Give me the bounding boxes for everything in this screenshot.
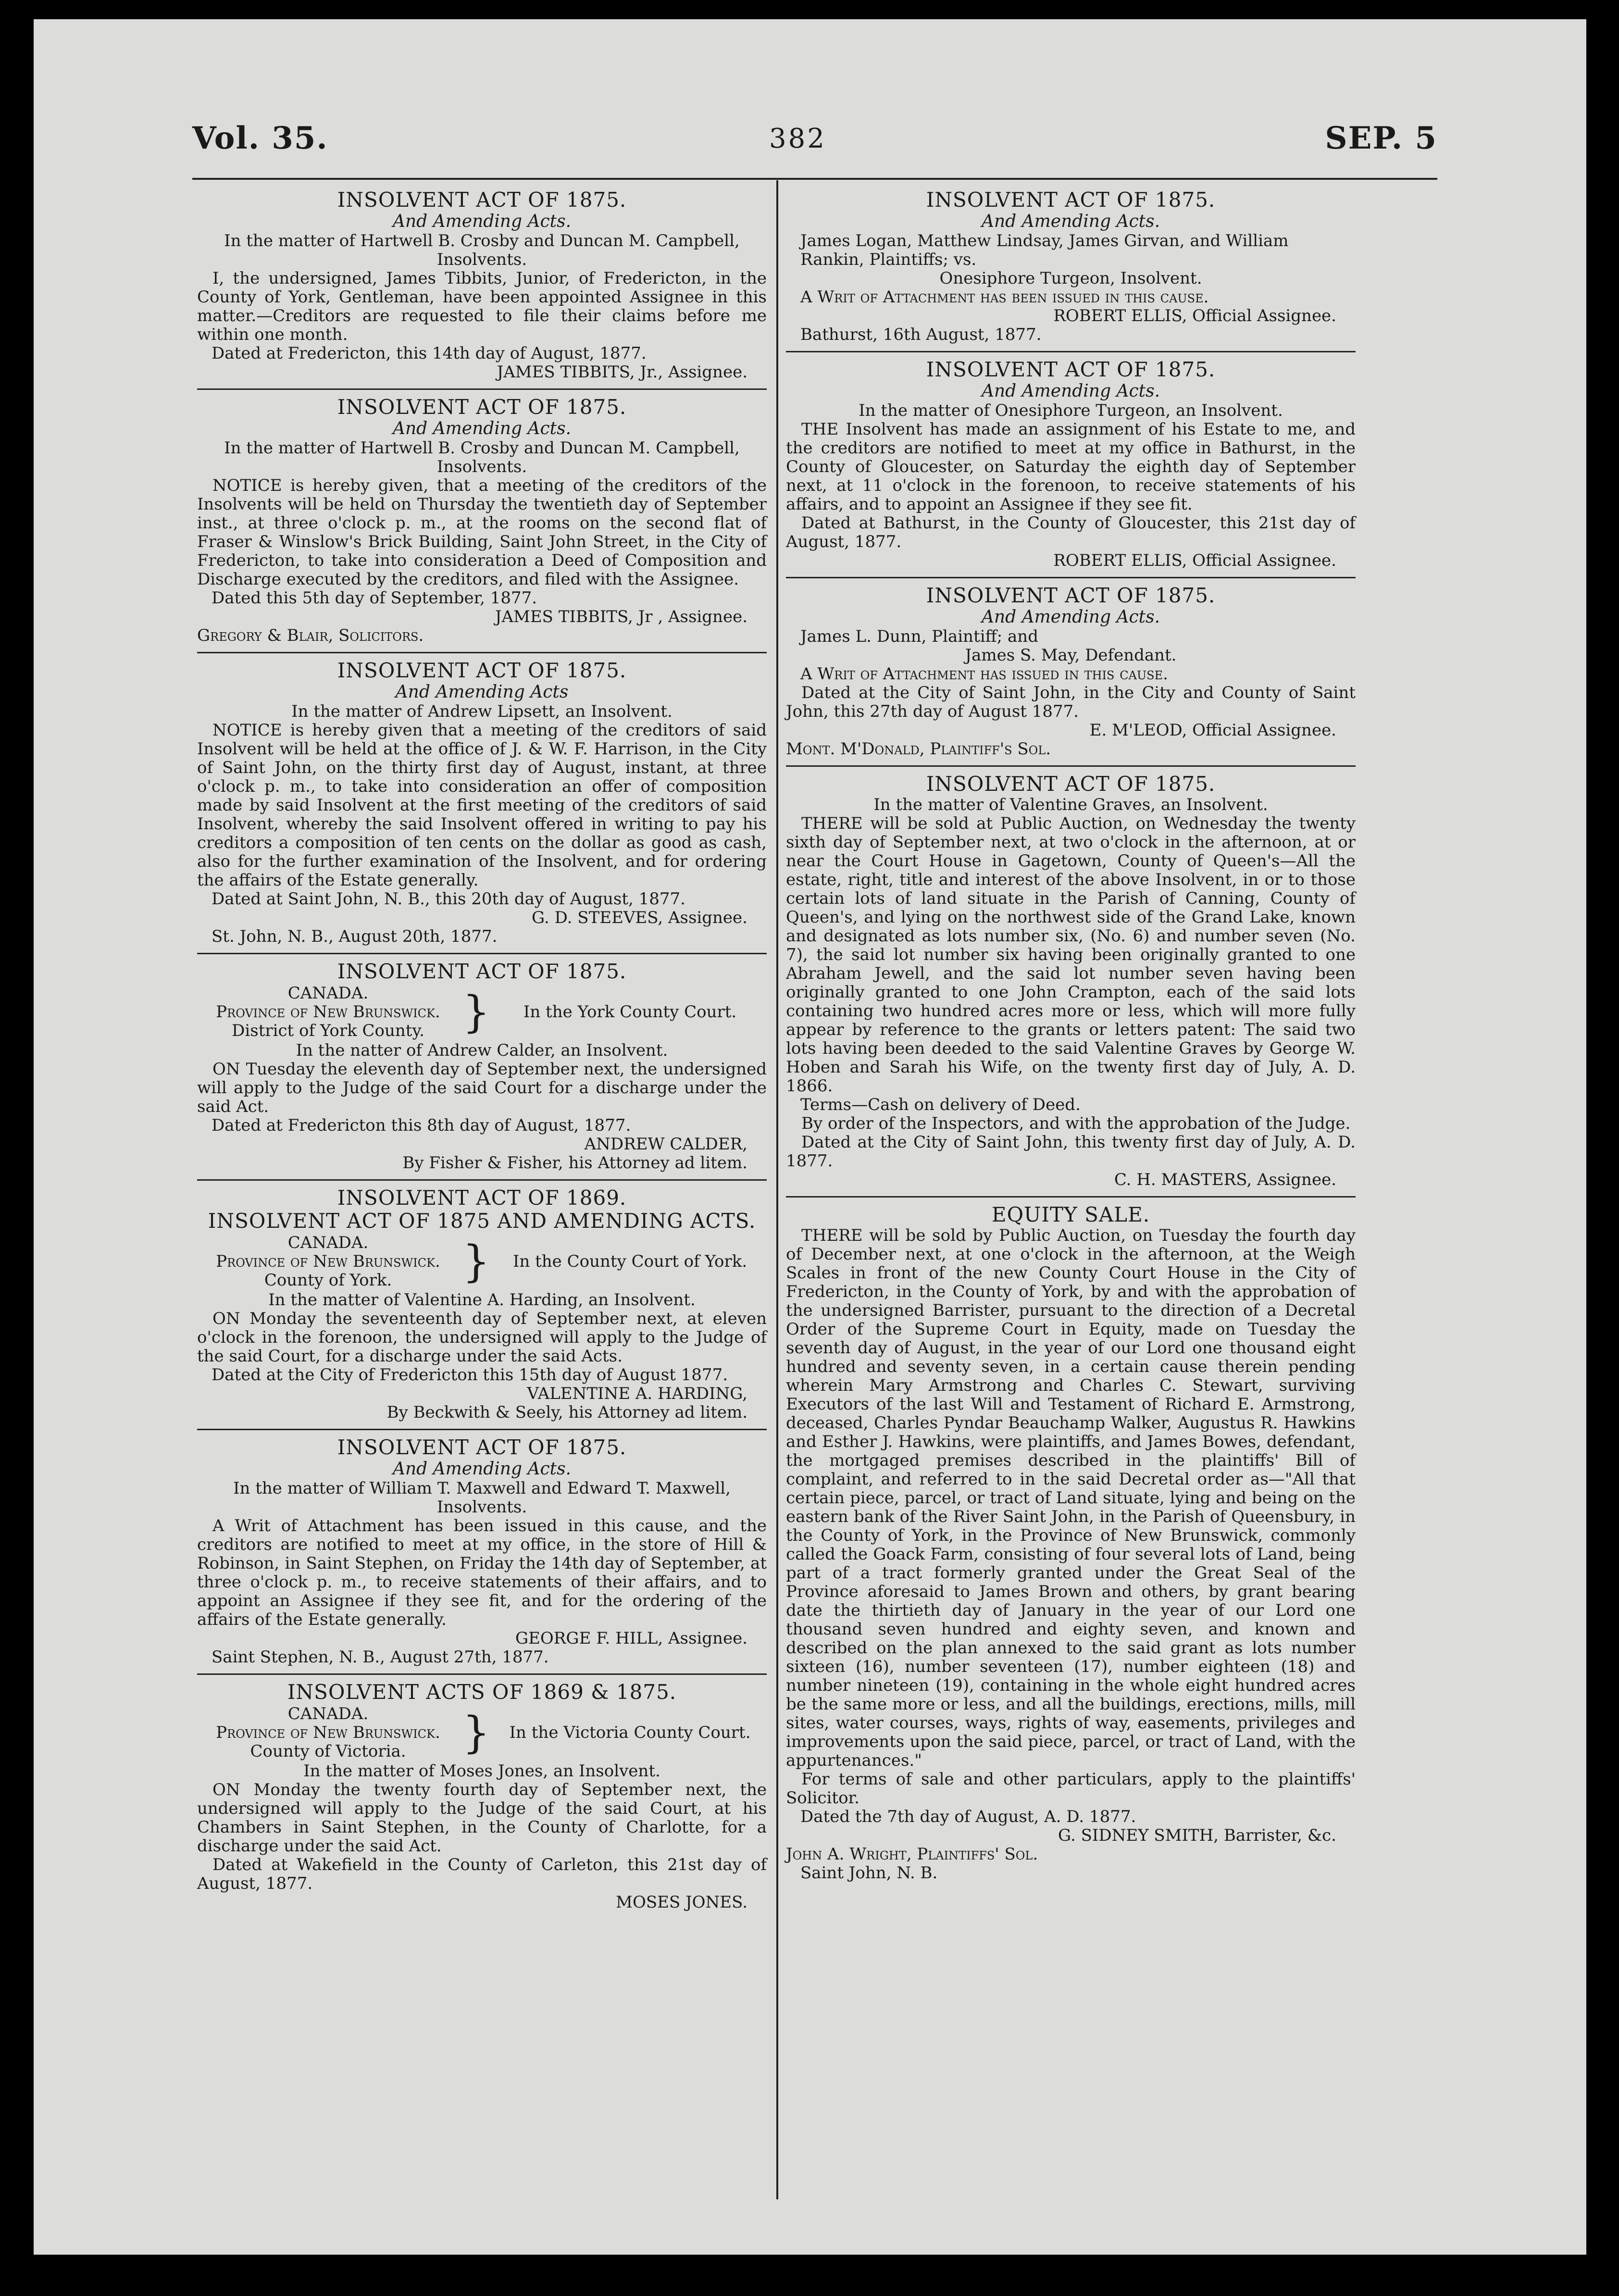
- court-caption: [197, 984, 767, 1040]
- court-caption: [197, 1234, 767, 1290]
- notice-title: INSOLVENT ACT OF 1875.: [337, 659, 627, 682]
- notice-place: Saint John, N. B.: [800, 1863, 938, 1883]
- notice-subtitle: And Amending Acts.: [392, 212, 572, 231]
- notice-dated: Dated at Saint John, N. B., this 20th day of August, 1877.: [212, 889, 685, 909]
- notice-matter: In the matter of Hartwell B. Crosby and Duncan M. Campbell, Insolvents.: [224, 438, 740, 476]
- notice-body: THERE will be sold at Public Auction, on Wednesday the twenty sixth day of September next, at two o'clock in the afternoon, at or near the Court House in Gagetown, County of Queen's—All the estate, right, title and interest of the above Insolvent, in or to those certain lots of land situate in the Parish of Canning, County of Queen's, and lying on the northwest side of the Grand Lake, known and designated as lots number six, (No. 6) and number seven (No. 7), the said lot number six having been originally granted to one Abraham Jewell, and the said lot number seven having been originally granted to one John Crampton, each of the said lots containing two hundred acres more or less, which will more fully appear by reference to the grants or letters patent: The said two lots having been deeded to the said Valentine Graves by George W. Hoben and Sarah his Wife, on the twenty first day of July, A. D. 1866.: [786, 814, 1356, 1096]
- page-header: [192, 120, 1437, 173]
- notice-dated: Dated at Fredericton this 8th day of August, 1877.: [212, 1116, 631, 1135]
- caption-district: District of York County.: [232, 1021, 424, 1040]
- notice-terms: For terms of sale and other particulars, apply to the plaintiffs' Solicitor.: [786, 1770, 1356, 1808]
- notice-signature: VALENTINE A. HARDING,: [527, 1384, 747, 1403]
- caption-court: In the York County Court.: [523, 1002, 737, 1022]
- brace-icon: }: [462, 986, 490, 1037]
- notice-title: INSOLVENT ACT OF 1875.: [926, 358, 1216, 381]
- notice-graves: [786, 773, 1356, 1198]
- right-column: [786, 188, 1356, 1895]
- notice-title: INSOLVENT ACT OF 1869.: [337, 1186, 627, 1210]
- notice-place-date: Bathurst, 16th August, 1877.: [800, 325, 1042, 344]
- notice-terms: Terms—Cash on delivery of Deed.: [800, 1095, 1081, 1114]
- left-column: [197, 188, 767, 1924]
- header-rule: [192, 178, 1437, 180]
- caption-canada: CANADA.: [287, 984, 369, 1003]
- notice-dated: Dated at the City of Saint John, this twenty first day of July, A. D. 1877.: [786, 1133, 1356, 1171]
- notice-place-date: St. John, N. B., August 20th, 1877.: [212, 927, 498, 946]
- notice-signature: ANDREW CALDER,: [584, 1135, 747, 1154]
- notice-subtitle: And Amending Acts.: [981, 381, 1160, 401]
- notice-body: ON Monday the seventeenth day of September next, at eleven o'clock in the forenoon, the undersigned will apply to the Judge of the said Court, for a discharge under the said Acts.: [197, 1309, 767, 1366]
- brace-icon: }: [462, 1707, 490, 1758]
- notice-signature: G. D. STEEVES, Assignee.: [532, 908, 747, 927]
- column-divider: [776, 180, 778, 2199]
- notice-title: INSOLVENT ACT OF 1875.: [926, 188, 1216, 212]
- notice-matter: In the matter of Andrew Lipsett, an Insolvent.: [291, 702, 673, 721]
- notice-body: ON Monday the twenty fourth day of September next, the undersigned will apply to the Judge of the said Court, at his Chambers in Saint Stephen, in the County of Charlotte, for a discharge under the said Act.: [197, 1780, 767, 1856]
- notice-signature: ROBERT ELLIS, Official Assignee.: [1053, 551, 1336, 570]
- notice-crosby-assignee: [197, 188, 767, 390]
- notice-signature: MOSES JONES.: [616, 1893, 747, 1912]
- notice-matter: In the natter of Andrew Calder, an Insolvent.: [296, 1041, 668, 1060]
- notice-body: A Writ of Attachment has issued in this cause.: [800, 664, 1168, 684]
- caption-court: In the County Court of York.: [512, 1252, 747, 1271]
- notice-matter: In the matter of Hartwell B. Crosby and Duncan M. Campbell, Insolvents.: [224, 231, 740, 269]
- notice-harding: [197, 1186, 767, 1430]
- notice-title: INSOLVENT ACT OF 1875.: [926, 584, 1216, 607]
- page-number: 382: [769, 123, 826, 154]
- notice-signature: G. SIDNEY SMITH, Barrister, &c.: [1058, 1826, 1336, 1845]
- notice-defendant: Onesiphore Turgeon, Insolvent.: [939, 269, 1202, 288]
- notice-dated: Dated the 7th day of August, A. D. 1877.: [800, 1807, 1136, 1826]
- notice-defendant: James S. May, Defendant.: [965, 646, 1177, 665]
- notice-body: THE Insolvent has made an assignment of his Estate to me, and the creditors are notified to meet at my office in Bathurst, in the County of Gloucester, on Saturday the eighth day of September next, at 11 o'clock in the forenoon, to receive statements of his affairs, and to appoint an Assignee if they see fit.: [786, 420, 1356, 514]
- notice-maxwell: [197, 1436, 767, 1675]
- notice-dated: Dated at the City of Saint John, in the City and County of Saint John, this 27th day of August 1877.: [786, 683, 1356, 721]
- notice-dated: Dated at Bathurst, in the County of Gloucester, this 21st day of August, 1877.: [786, 513, 1356, 551]
- notice-equity-sale: [786, 1203, 1356, 1889]
- notice-title: INSOLVENT ACT OF 1875.: [926, 772, 1216, 796]
- notice-body: NOTICE is hereby given that a meeting of the creditors of said Insolvent will be held at the office of J. & W. F. Harrison, in the City of Saint John, on the thirty first day of August, instant, at three o'clock p. m., to take into consideration an offer of composition made by said Insolvent at the first meeting of the creditors of said Insolvent, whereby the said Insolvent offered in writing to pay his creditors a composition of ten cents on the dollar as good as cash, also for the further examination of the Insolvent, and for ordering the affairs of the Estate generally.: [197, 721, 767, 890]
- notice-dated: Dated this 5th day of September, 1877.: [212, 588, 537, 608]
- notice-parties: James L. Dunn, Plaintiff; and: [800, 627, 1038, 646]
- caption-district: County of Victoria.: [250, 1742, 406, 1761]
- notice-turgeon-writ: [786, 188, 1356, 352]
- notice-matter: In the matter of Valentine Graves, an Insolvent.: [873, 795, 1268, 814]
- caption-province: Province of New Brunswick.: [216, 1723, 440, 1742]
- court-caption: [197, 1705, 767, 1761]
- brace-icon: }: [462, 1236, 490, 1287]
- notice-body: A Writ of Attachment has been issued in this cause, and the creditors are notified to meet at my office, in the store of Hill & Robinson, in Saint Stephen, on Friday the 14th day of September, at three o'clock p. m., to receive statements of their affairs, and to appoint an Assignee if they see fit, and for the ordering of the affairs of the Estate generally.: [197, 1516, 767, 1629]
- caption-court: In the Victoria County Court.: [509, 1723, 751, 1742]
- notice-body: A Writ of Attachment has been issued in this cause.: [800, 287, 1209, 307]
- notice-matter: In the matter of William T. Maxwell and Edward T. Maxwell, Insolvents.: [233, 1479, 731, 1517]
- notice-order: By order of the Inspectors, and with the approbation of the Judge.: [801, 1114, 1351, 1133]
- notice-body: NOTICE is hereby given, that a meeting of the creditors of the Insolvents will be held on Thursday the twentieth day of September inst., at three o'clock p. m., at the rooms on the second flat of Fraser & Winslow's Brick Building, Saint John Street, in the City of Fredericton, to take into consideration a Deed of Composition and Discharge executed by the creditors, and filed with the Assignee.: [197, 476, 767, 589]
- notice-calder: [197, 960, 767, 1181]
- notice-title: INSOLVENT ACT OF 1875.: [337, 395, 627, 419]
- newspaper-page: [34, 19, 1586, 2255]
- notice-subtitle: And Amending Acts.: [981, 607, 1160, 627]
- notice-title: EQUITY SALE.: [991, 1203, 1150, 1226]
- notice-turgeon-assignment: [786, 358, 1356, 578]
- notice-signature: ROBERT ELLIS, Official Assignee.: [1053, 306, 1336, 325]
- notice-solicitor: Mont. M'Donald, Plaintiff's Sol.: [786, 739, 1051, 759]
- notice-subtitle: And Amending Acts.: [981, 212, 1160, 231]
- notice-signature: JAMES TIBBITS, Jr , Assignee.: [495, 607, 747, 626]
- volume-label: Vol. 35.: [192, 120, 328, 156]
- notice-title: INSOLVENT ACT OF 1875.: [337, 188, 627, 212]
- notice-matter: In the matter of Onesiphore Turgeon, an Insolvent.: [859, 401, 1283, 420]
- notice-parties: James Logan, Matthew Lindsay, James Girvan, and William Rankin, Plaintiffs; vs.: [800, 231, 1289, 269]
- caption-canada: CANADA.: [287, 1704, 369, 1723]
- notice-lipsett: [197, 659, 767, 954]
- notice-title: INSOLVENT ACT OF 1875.: [337, 960, 627, 983]
- notice-dated: Dated at the City of Fredericton this 15th day of August 1877.: [212, 1365, 728, 1385]
- caption-province: Province of New Brunswick.: [216, 1002, 440, 1022]
- notice-dunn: [786, 584, 1356, 767]
- notice-body: THERE will be sold by Public Auction, on Tuesday the fourth day of December next, at one o'clock in the afternoon, at the Weigh Scales in front of the new County Court House in the City of Fredericton, in the County of York, by and with the approbation of the undersigned Barrister, pursuant to the direction of a Decretal Order of the Supreme Court in Equity, made on Tuesday the seventh day of August, in the year of our Lord one thousand eight hundred and seventy seven, in a certain cause therein pending wherein Mary Armstrong and Charles C. Stewart, surviving Executors of the last Will and Testament of Richard E. Armstrong, deceased, Charles Pyndar Beauchamp Walker, Augustus R. Hawkins and Esther J. Hawkins, were plaintiffs, and James Bowes, defendant, the mortgaged premises described in the plaintiffs' Bill of complaint, and referred to in the said Decretal order as—"All that certain piece, parcel, or tract of Land situate, lying and being on the eastern bank of the River Saint John, in the Parish of Queensbury, in the County of York, in the Province of New Brunswick, commonly called the Goack Farm, consisting of four several lots of Land, being part of a tract formerly granted under the Great Seal of the Province aforesaid to James Brown and others, by grant bearing date the thirtieth day of January in the year of our Lord one thousand seven hundred and eighty seven, and known and described on the plan annexed to the said grant as lots number sixteen (16), number seventeen (17), number eighteen (18) and number nineteen (19), containing in the whole eight hundred acres be the same more or less, and all the buildings, erections, mills, mill sites, water courses, ways, rights of way, easements, privileges and improvements upon the said piece, parcel, or tract of Land, with the appurtenances.": [786, 1226, 1356, 1770]
- notice-subtitle: And Amending Acts.: [392, 1459, 572, 1479]
- notice-title-2: INSOLVENT ACT OF 1875 AND AMENDING ACTS.: [208, 1209, 756, 1233]
- notice-signature: JAMES TIBBITS, Jr., Assignee.: [497, 362, 747, 382]
- notice-subtitle: And Amending Acts: [395, 682, 569, 702]
- notice-attorney: By Beckwith & Seely, his Attorney ad litem.: [386, 1403, 747, 1422]
- notice-subtitle: And Amending Acts.: [392, 419, 572, 438]
- notice-dated: Dated at Fredericton, this 14th day of August, 1877.: [212, 344, 647, 363]
- notice-jones: [197, 1681, 767, 1919]
- notice-title: INSOLVENT ACT OF 1875.: [337, 1435, 627, 1459]
- notice-body: I, the undersigned, James Tibbits, Junior, of Fredericton, in the County of York, Gentleman, have been appointed Assignee in this matter.—Creditors are requested to file their claims before me within one month.: [197, 269, 767, 344]
- caption-district: County of York.: [264, 1271, 392, 1290]
- notice-solicitors: Gregory & Blair, Solicitors.: [197, 626, 424, 645]
- notice-place-date: Saint Stephen, N. B., August 27th, 1877.: [212, 1647, 549, 1667]
- notice-signature: E. M'LEOD, Official Assignee.: [1089, 721, 1336, 740]
- notice-signature: GEORGE F. HILL, Assignee.: [515, 1629, 747, 1648]
- issue-date: SEP. 5: [1325, 120, 1437, 156]
- caption-province: Province of New Brunswick.: [216, 1252, 440, 1271]
- notice-attorney: By Fisher & Fisher, his Attorney ad litem.: [402, 1153, 747, 1173]
- notice-matter: In the matter of Moses Jones, an Insolvent.: [303, 1761, 660, 1781]
- notice-crosby-meeting: [197, 396, 767, 653]
- notice-signature: C. H. MASTERS, Assignee.: [1114, 1170, 1336, 1189]
- notice-matter: In the matter of Valentine A. Harding, an Insolvent.: [268, 1290, 696, 1310]
- notice-solicitor: John A. Wright, Plaintiffs' Sol.: [786, 1845, 1038, 1864]
- notice-dated: Dated at Wakefield in the County of Carleton, this 21st day of August, 1877.: [197, 1855, 767, 1893]
- notice-title: INSOLVENT ACTS OF 1869 & 1875.: [287, 1680, 677, 1704]
- caption-canada: CANADA.: [287, 1233, 369, 1252]
- notice-body: ON Tuesday the eleventh day of September next, the undersigned will apply to the Judge of the said Court for a discharge under the said Act.: [197, 1060, 767, 1116]
